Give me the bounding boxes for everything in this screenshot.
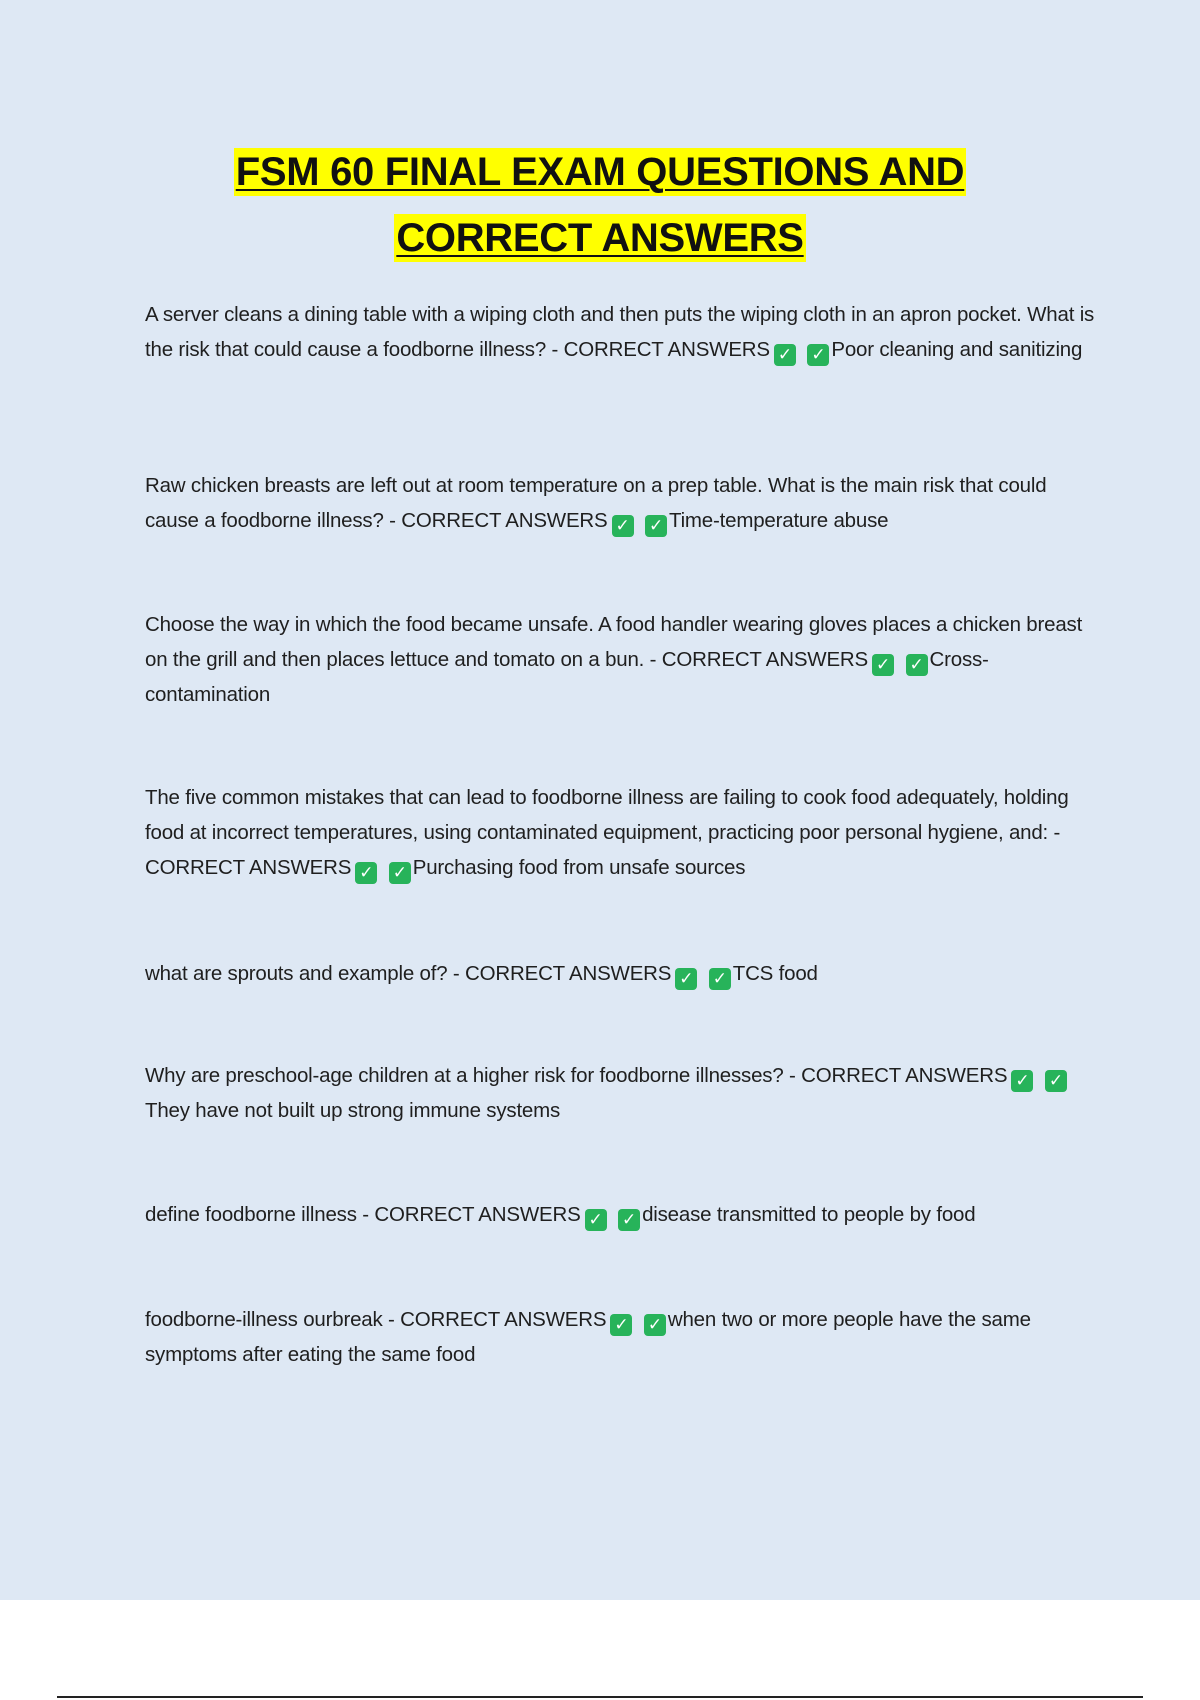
question-text: Raw chicken breasts are left out at room temperature on a prep table. What is the main risk that could cause a foodborne illness? - CORRECT ANSWERS [145,474,1047,532]
question-text: what are sprouts and example of? - CORRECT ANSWERS [145,962,672,985]
answer-text: disease transmitted to people by food [642,1203,976,1226]
check-mark-icon: ✓ [612,515,634,537]
footer-divider [57,1696,1143,1698]
check-mark-icon: ✓ [1045,1070,1067,1092]
qa-item-4 [145,780,1095,885]
check-mark-icon: ✓ [645,515,667,537]
question-text: foodborne-illness ourbreak - CORRECT ANSWERS [145,1308,607,1331]
check-mark-icon: ✓ [355,862,377,884]
qa-item-5 [145,956,1095,991]
check-mark-icon: ✓ [1011,1070,1033,1092]
qa-item-1 [145,297,1095,367]
check-mark-icon: ✓ [709,968,731,990]
question-text: Why are preschool-age children at a higher risk for foodborne illnesses? - CORRECT ANSWERS [145,1064,1008,1087]
answer-text: Time-temperature abuse [669,509,889,532]
qa-item-3 [145,607,1095,712]
answer-text: They have not built up strong immune systems [145,1099,561,1122]
qa-item-6 [145,1058,1095,1128]
check-mark-icon: ✓ [585,1209,607,1231]
question-text: The five common mistakes that can lead to foodborne illness are failing to cook food adequately, holding food at incorrect temperatures, using contaminated equipment, practicing poor personal hygiene, and: - CORRECT ANSWERS [145,786,1069,879]
question-text: A server cleans a dining table with a wiping cloth and then puts the wiping cloth in an apron pocket. What is the risk that could cause a foodborne illness? - CORRECT ANSWERS [145,303,1095,361]
check-mark-icon: ✓ [618,1209,640,1231]
question-text: define foodborne illness - CORRECT ANSWERS [145,1203,581,1226]
title-line-1: FSM 60 FINAL EXAM QUESTIONS AND [235,150,965,194]
title-line-2: CORRECT ANSWERS [396,216,804,260]
qa-item-2 [145,468,1095,538]
answer-text: Cross-contamination [145,648,989,706]
check-mark-icon: ✓ [807,344,829,366]
answer-text: when two or more people have the same symptoms after eating the same food [145,1308,1031,1366]
check-mark-icon: ✓ [675,968,697,990]
check-mark-icon: ✓ [610,1314,632,1336]
qa-item-8 [145,1302,1095,1372]
check-mark-icon: ✓ [644,1314,666,1336]
question-text: Choose the way in which the food became unsafe. A food handler wearing gloves places a chicken breast on the grill and then places lettuce and tomato on a bun. - CORRECT ANSWERS [145,613,1083,671]
check-mark-icon: ✓ [389,862,411,884]
check-mark-icon: ✓ [774,344,796,366]
check-mark-icon: ✓ [872,654,894,676]
answer-text: Poor cleaning and sanitizing [831,338,1083,361]
answer-text: Purchasing food from unsafe sources [412,856,746,879]
document-title [0,148,1200,262]
qa-item-7 [145,1197,1095,1232]
answer-text: TCS food [732,962,818,985]
check-mark-icon: ✓ [906,654,928,676]
